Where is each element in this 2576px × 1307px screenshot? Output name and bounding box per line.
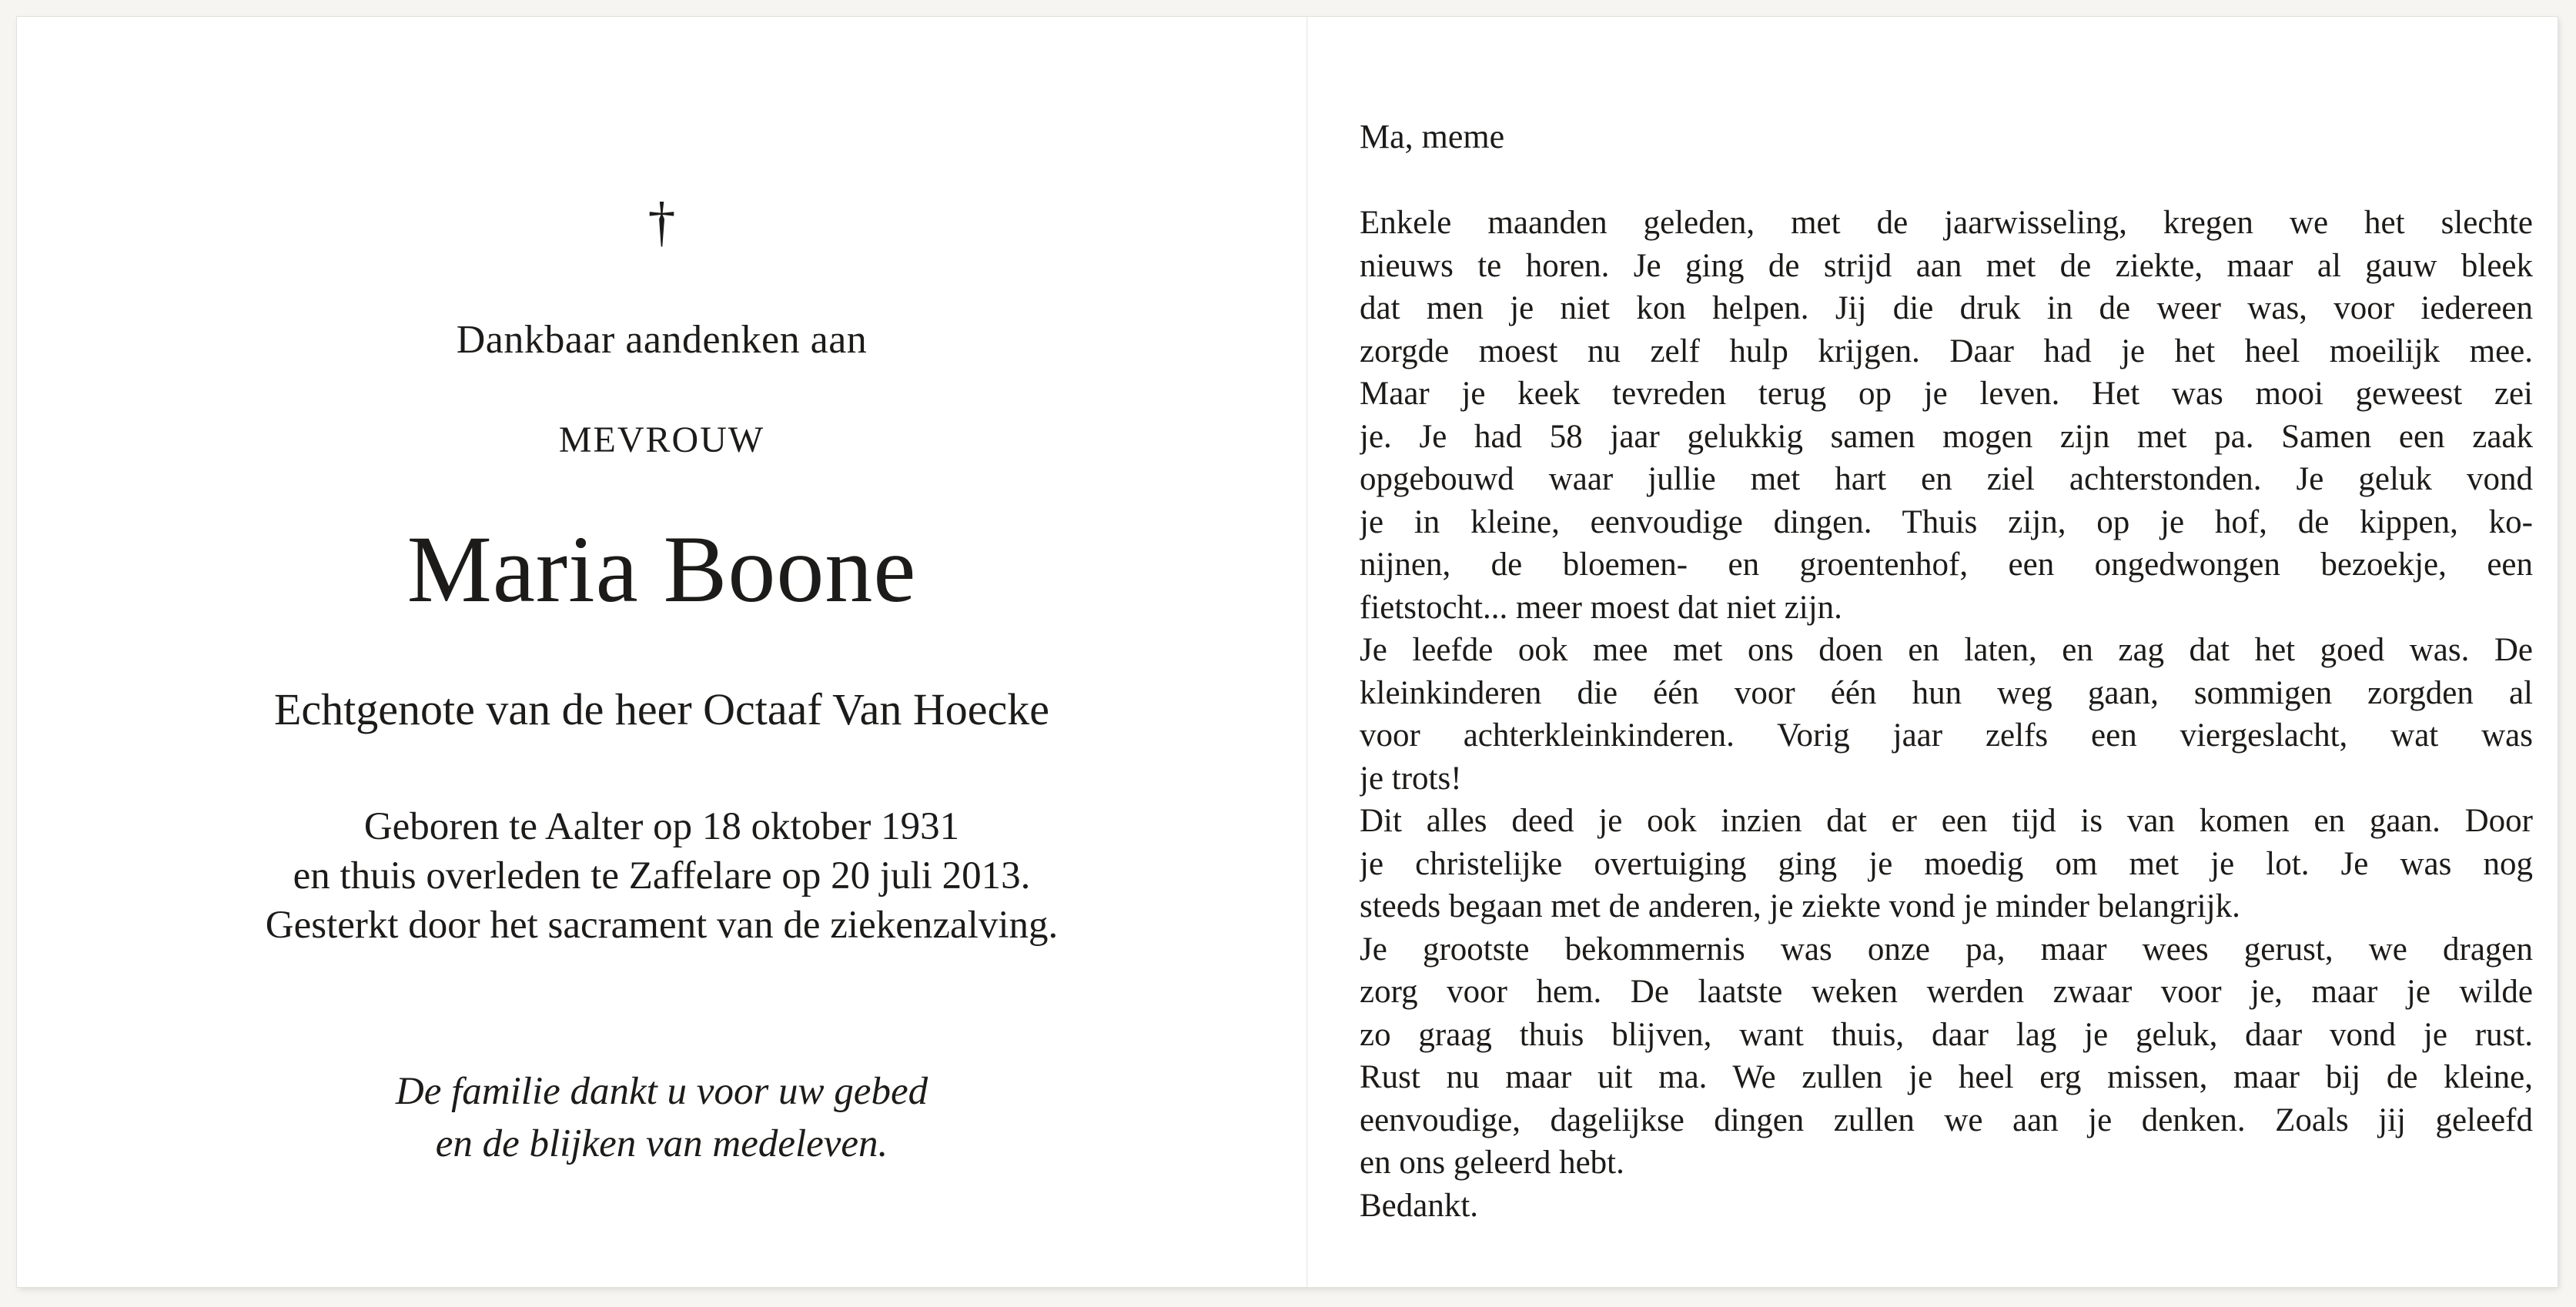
letter-line: kleinkinderen die één voor één hun weg gaan, sommigen zorgden al <box>1360 674 2533 711</box>
letter-line: Je leefde ook mee met ons doen en laten, en zag dat het goed was. De <box>1360 632 2533 668</box>
letter-line: nieuws te horen. Je ging de strijd aan met de ziekte, maar al gauw bleek <box>1360 247 2533 284</box>
memorial-card <box>17 17 2558 1287</box>
spouse-line: Echtgenote van de heer Octaaf Van Hoecke <box>274 684 1049 734</box>
thanks-line: en de blijken van medeleven. <box>435 1122 888 1165</box>
honorific: MEVROUW <box>558 420 765 460</box>
letter-line: zorgde moest nu zelf hulp krijgen. Daar had je het heel moeilijk mee. <box>1360 333 2533 369</box>
letter-line: en ons geleerd hebt. <box>1360 1145 1624 1181</box>
letter-body <box>1360 202 2533 1227</box>
letter-line: Bedankt. <box>1360 1187 1479 1224</box>
letter-line: je. Je had 58 jaar gelukkig samen mogen zijn met pa. Samen een zaak <box>1360 418 2533 455</box>
deceased-name: Maria Boone <box>406 516 917 622</box>
intro-text: Dankbaar aandenken aan <box>456 318 868 362</box>
thanks-line: De familie dankt u voor uw gebed <box>395 1070 928 1113</box>
letter-line: opgebouwd waar jullie met hart en ziel achterstonden. Je geluk vond <box>1360 461 2533 497</box>
letter-line: dat men je niet kon helpen. Jij die druk in de weer was, voor iedereen <box>1360 290 2533 326</box>
letter-line: steeds begaan met de anderen, je ziekte vond je minder belangrijk. <box>1360 888 2240 924</box>
card-fold <box>1306 17 1308 1287</box>
letter-line: je christelijke overtuiging ging je moedig om met je lot. Je was nog <box>1360 845 2533 882</box>
letter-line: fietstocht... meer moest dat niet zijn. <box>1360 589 1842 626</box>
detail-line: Gesterkt door het sacrament van de ziekenzalving. <box>265 904 1059 947</box>
letter-line: nijnen, de bloemen- en groentenhof, een ongedwongen bezoekje, een <box>1360 547 2533 583</box>
letter-line: Maar je keek tevreden terug op je leven. Het was mooi geweest zei <box>1360 376 2533 412</box>
letter-line: je in kleine, eenvoudige dingen. Thuis zijn, op je hof, de kippen, ko- <box>1360 503 2533 540</box>
right-page <box>1343 17 2544 1287</box>
detail-line: en thuis overleden te Zaffelare op 20 juli 2013. <box>293 854 1031 898</box>
letter-line: voor achterkleinkinderen. Vorig jaar zelfs een viergeslacht, wat was <box>1360 717 2533 754</box>
letter-greeting: Ma, meme <box>1360 118 1505 155</box>
detail-line: Geboren te Aalter op 18 oktober 1931 <box>363 805 960 848</box>
letter-line: zorg voor hem. De laatste weken werden zwaar voor je, maar je wilde <box>1360 974 2533 1010</box>
life-details <box>17 802 1306 950</box>
letter-line: eenvoudige, dagelijkse dingen zullen we aan je denken. Zoals jij geleefd <box>1360 1101 2533 1138</box>
thanks-text <box>17 1065 1306 1170</box>
letter-line: Enkele maanden geleden, met de jaarwisseling, kregen we het slechte <box>1360 205 2533 241</box>
left-page <box>17 17 1306 1287</box>
letter-line: Rust nu maar uit ma. We zullen je heel erg missen, maar bij de kleine, <box>1360 1059 2533 1095</box>
letter-line: Je grootste bekommernis was onze pa, maar wees gerust, we dragen <box>1360 931 2533 968</box>
letter-line: zo graag thuis blijven, want thuis, daar lag je geluk, daar vond je rust. <box>1360 1016 2533 1053</box>
cross-icon: † <box>647 191 676 252</box>
letter-line: je trots! <box>1360 760 1462 797</box>
letter-line: Dit alles deed je ook inzien dat er een tijd is van komen en gaan. Door <box>1360 803 2533 839</box>
